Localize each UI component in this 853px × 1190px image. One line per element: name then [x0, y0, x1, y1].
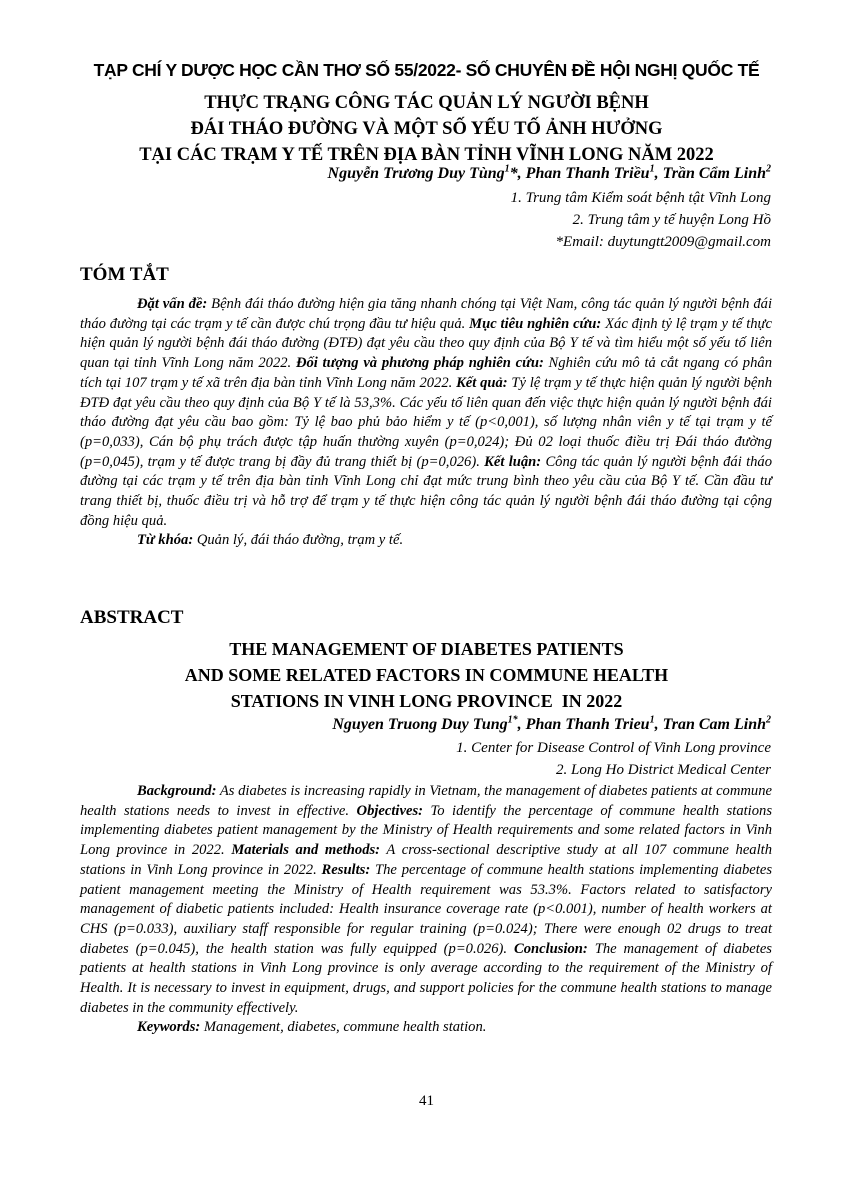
author-affiliation-mark: 2	[766, 714, 771, 726]
abstract-label: Đặt vấn đề:	[137, 296, 208, 312]
vi-title	[60, 90, 793, 168]
author-affiliation-mark: 2	[766, 163, 771, 175]
keywords-text: Management, diabetes, commune health station.	[200, 1019, 487, 1036]
author-name: Phan Thanh Triều	[525, 165, 650, 182]
abstract-text: Bệnh đái tháo đường hiện gia tăng nhanh chóng tại Việt Nam, công tác quản lý người bệnh đái tháo đường tại các trạm y tế cần được chú trọng đầu tư hiệu quả.	[80, 296, 773, 332]
en-affiliation-1: 1. Center for Disease Control of Vinh Long province	[456, 740, 771, 756]
en-authors	[332, 716, 771, 734]
abstract-text: To identify the percentage of commune health stations implementing diabetes patient management by the Ministry of Health requirements and some related factors in Vinh Long province in 2022.	[80, 802, 773, 859]
abstract-text: The management of diabetes patients at health stations in Vinh Long province is only average according to the requirement of the Ministry of Health. It is necessary to invest in equipment, drugs, and support policies for the commune health stations to manage diabetes in the community effectively.	[80, 940, 772, 1016]
vi-affiliation-1: 1. Trung tâm Kiểm soát bệnh tật Vĩnh Long	[510, 190, 771, 206]
en-title-line: AND SOME RELATED FACTORS IN COMMUNE HEALTH	[184, 665, 669, 685]
author-name: Trần Cẩm Linh	[662, 165, 766, 182]
vi-abstract-body	[80, 295, 772, 531]
author-affiliation-mark: 1*	[507, 714, 518, 726]
en-keywords	[80, 1018, 772, 1038]
abstract-text: Xác định tỷ lệ trạm y tế thực hiện quản lý người bệnh đái tháo đường (ĐTĐ) đạt yêu cầu theo quy định của Bộ Y tế và tìm hiểu một số yếu tố liên quan tại tỉnh Vĩnh Long năm 2022.	[80, 315, 772, 372]
en-affiliation-2: 2. Long Ho District Medical Center	[556, 762, 771, 778]
en-title	[60, 636, 793, 714]
author-affiliation-mark: 1	[504, 163, 510, 175]
author-affiliation-mark: 1	[649, 163, 655, 175]
keywords-text: Quản lý, đái tháo đường, trạm y tế.	[193, 532, 404, 549]
author-separator: ,	[517, 165, 526, 182]
corresponding-mark: *	[509, 165, 518, 182]
vi-title-line: TẠI CÁC TRẠM Y TẾ TRÊN ĐỊA BÀN TỈNH VĨNH LONG NĂM 2022	[139, 145, 714, 165]
author-separator: ,	[654, 716, 663, 733]
abstract-label: Results:	[321, 861, 371, 878]
abstract-text: A cross-sectional descriptive study at all 107 commune health stations in Vinh Long province in 2022.	[80, 842, 772, 878]
abstract-label: Kết luận:	[484, 453, 542, 470]
keywords-label: Từ khóa:	[137, 532, 194, 549]
en-title-line: THE MANAGEMENT OF DIABETES PATIENTS	[229, 639, 624, 659]
en-title-line: STATIONS IN VINH LONG PROVINCE IN 2022	[230, 691, 623, 711]
abstract-label: Materials and methods:	[231, 842, 381, 859]
vi-keywords	[80, 531, 772, 551]
abstract-label: Đối tượng và phương pháp nghiên cứu:	[295, 355, 544, 372]
abstract-heading: ABSTRACT	[80, 607, 184, 628]
abstract-label: Objectives:	[356, 802, 423, 819]
abstract-text: Nghiên cứu mô tả cắt ngang có phân tích tại 107 trạm y tế xã trên địa bàn tỉnh Vĩnh Long năm 2022.	[80, 355, 772, 391]
email: *Email: duytungtt2009@gmail.com	[555, 234, 771, 250]
author-name: Nguyen Truong Duy Tung	[332, 716, 508, 733]
vi-affiliation-2: 2. Trung tâm y tế huyện Long Hồ	[572, 212, 771, 228]
abstract-label: Conclusion:	[513, 940, 588, 957]
author-separator: ,	[517, 716, 526, 733]
vi-abstract	[80, 295, 772, 551]
vi-title-line: ĐÁI THÁO ĐƯỜNG VÀ MỘT SỐ YẾU TỐ ẢNH HƯỞNG	[190, 119, 663, 139]
vi-title-line: THỰC TRẠNG CÔNG TÁC QUẢN LÝ NGƯỜI BỆNH	[204, 93, 649, 113]
abstract-label: Background:	[137, 783, 217, 799]
page-number: 41	[419, 1093, 434, 1109]
author-name: Nguyễn Trương Duy Tùng	[327, 165, 505, 182]
abstract-label: Mục tiêu nghiên cứu:	[469, 315, 602, 332]
vi-authors	[328, 165, 771, 183]
author-name: Tran Cam Linh	[662, 716, 766, 733]
en-abstract-body	[80, 782, 772, 1018]
abstract-text: As diabetes is increasing rapidly in Vietnam, the management of diabetes patients at commune health stations needs to invest in effective.	[80, 783, 772, 819]
abstract-text: Tỷ lệ trạm y tế thực hiện quản lý người bệnh ĐTĐ đạt yêu cầu theo quy định của Bộ Y tế là 53,3%. Các yếu tố liên quan đến việc thực hiện quản lý người bệnh đái tháo đường đạt yêu cầu bao gồm: Tỷ lệ bao phủ bảo hiểm y tế (p<0,001), số lượng nhân viên y tế tại trạm y tế (p=0,033), Cán bộ phụ trách được tập huấn thường xuyên (p=0,024); Đủ 02 loại thuốc điều trị Đái tháo đường (p=0,045), trạm y tế được trang bị đầy đủ trang thiết bị (p=0,026).	[80, 374, 772, 470]
author-affiliation-mark: 1	[649, 714, 655, 726]
journal-header: TẠP CHÍ Y DƯỢC HỌC CẦN THƠ SỐ 55/2022- SỐ CHUYÊN ĐỀ HỘI NGHỊ QUỐC TẾ	[93, 60, 760, 80]
summary-heading: TÓM TẮT	[80, 264, 169, 285]
abstract-label: Kết quả:	[456, 374, 508, 391]
author-name: Phan Thanh Trieu	[525, 716, 650, 733]
keywords-label: Keywords:	[137, 1019, 201, 1036]
abstract-text: The percentage of commune health stations implementing diabetes patient management meeting the Ministry of Health requirement was 53.3%. Factors related to satisfactory management of diabetic patients included: Health insurance coverage rate (p<0.001), number of health workers at CHS (p=0.033), auxiliary staff responsible for regular training (p=0.024); There were enough 02 drugs to treat diabetes (p=0.045), the health station was fully equipped (p=0.026).	[80, 861, 773, 957]
author-separator: ,	[654, 165, 663, 182]
abstract-text: Công tác quản lý người bệnh đái tháo đường tại các trạm y tế trên địa bàn tỉnh Vĩnh Long chỉ đạt mức trung bình theo yêu cầu của Bộ Y tế. Cần đầu tư trang thiết bị, thuốc điều trị và hỗ trợ để trạm y tế thực hiện công tác quản lý người bệnh đái tháo đường tại cộng đồng hiệu quả.	[80, 453, 773, 529]
en-abstract	[80, 782, 772, 1038]
